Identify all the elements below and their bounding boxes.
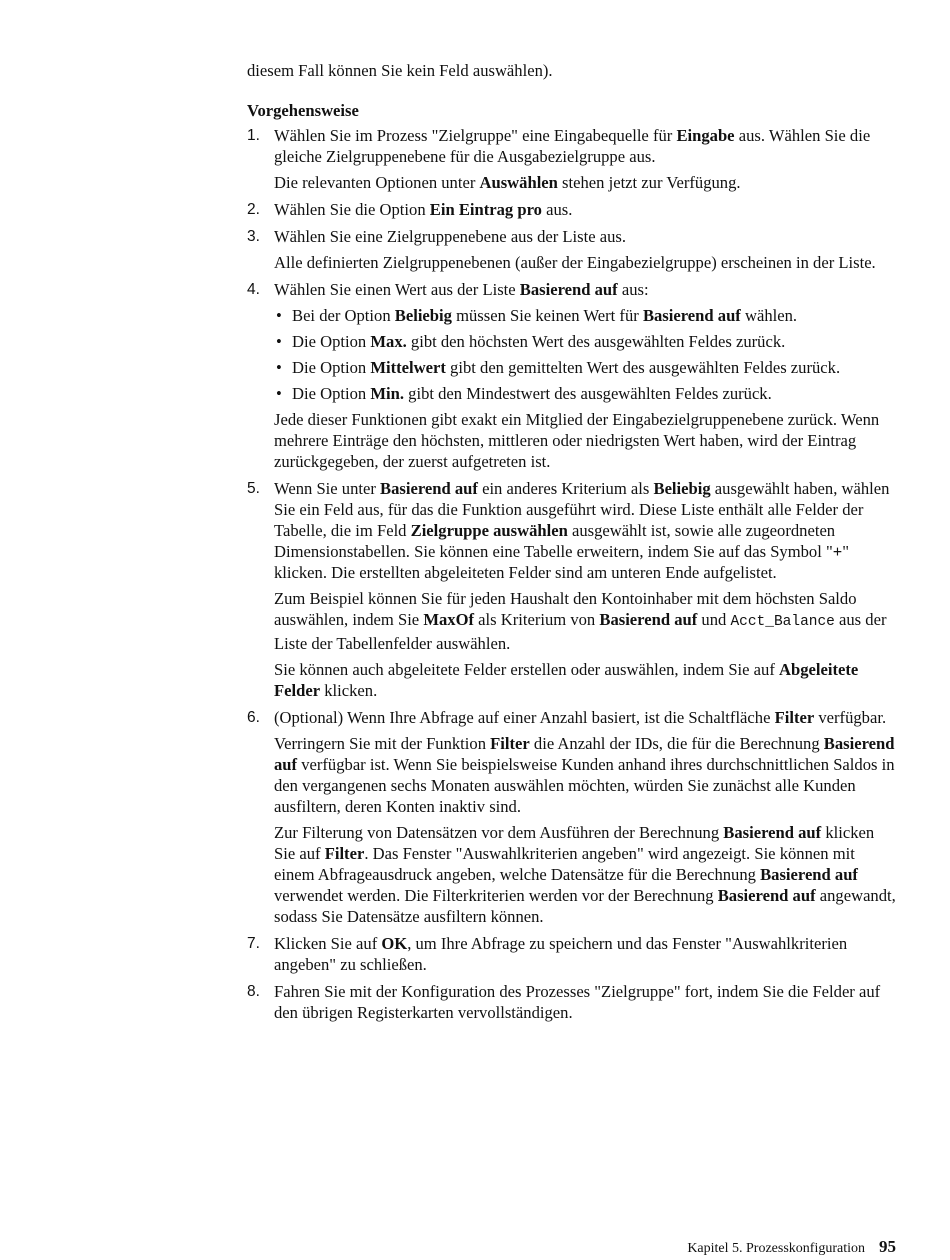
text-run: ausgewählt haben, wählen Sie ein Feld aus, für das die Funktion ausgeführt wird. Diese Liste enthält alle Felder der Tabelle, die im Feld <box>274 479 890 540</box>
step-number: 5. <box>247 480 260 497</box>
text-run: Zur Filterung von Datensätzen vor dem Ausführen der Berechnung <box>274 823 724 842</box>
step-number: 7. <box>247 935 260 952</box>
step-note <box>274 733 897 817</box>
text-run: gibt den Mindestwert des ausgewählten Feldes zurück. <box>404 384 772 403</box>
text-run: Wählen Sie eine Zielgruppenebene aus der Liste aus. <box>274 227 627 246</box>
bold-term: Basierend auf <box>642 306 741 325</box>
step-number: 6. <box>247 709 260 726</box>
bold-term: Auswählen <box>479 173 558 192</box>
text-run: Wenn Sie unter <box>274 479 381 498</box>
text-run: Fahren Sie mit der Konfiguration des Prozesses "Zielgruppe" fort, indem Sie die Felder auf den übrigen Registerkarten vervollständigen. <box>274 982 881 1022</box>
text-run: Die relevanten Optionen unter <box>274 173 480 192</box>
bold-term: Basierend auf <box>723 823 822 842</box>
text-run: als Kriterium von <box>474 610 600 629</box>
bold-term: Filter <box>324 844 365 863</box>
text-run: Wählen Sie einen Wert aus der Liste <box>274 280 520 299</box>
step-note <box>274 172 897 193</box>
text-run: (Optional) Wenn Ihre Abfrage auf einer Anzahl basiert, ist die Schaltfläche <box>274 708 775 727</box>
text-run: klicken Sie auf <box>274 823 875 863</box>
step-number: 8. <box>247 983 260 1000</box>
text-run: klicken. <box>320 681 378 700</box>
step-number: 2. <box>247 201 260 218</box>
text-run: " klicken. Die erstellten abgeleiteten Felder sind am unteren Ende aufgelistet. <box>274 542 850 582</box>
option-list <box>274 305 897 404</box>
step-text <box>274 478 897 583</box>
bold-term: Filter <box>490 734 530 753</box>
step-text <box>274 981 897 1023</box>
text-run: müssen Sie keinen Wert für <box>451 306 643 325</box>
text-run: angewandt, sodass Sie Datensätze ausfiltern können. <box>274 886 896 926</box>
list-item <box>274 331 897 352</box>
text-run: verfügbar. <box>814 708 887 727</box>
bold-term: Mittelwert <box>370 358 446 377</box>
bullet-icon: • <box>276 306 282 325</box>
text-run: die Anzahl der IDs, die für die Berechnung <box>529 734 824 753</box>
text-run: Jede dieser Funktionen gibt exakt ein Mitglied der Eingabezielgruppenebene zurück. Wenn mehrere Einträge den höchsten, mittleren oder niedrigsten Wert haben, wird der Eintrag zurückgegeben, der zuerst aufgetreten ist. <box>274 410 880 471</box>
text-run: . Das Fenster "Auswahlkriterien angeben" wird angezeigt. Sie können mit einem Abfrageausdruck angeben, welche Datensätze für die Berechnung <box>274 844 855 884</box>
procedure-step <box>247 933 897 975</box>
step-text <box>274 279 897 300</box>
text-run: Die Option <box>292 384 371 403</box>
intro-paragraph: diesem Fall können Sie kein Feld auswählen). <box>247 61 553 80</box>
bold-term: Basierend auf <box>760 865 858 884</box>
text-run: aus: <box>617 280 649 299</box>
bullet-icon: • <box>276 358 282 377</box>
page-number: 95 <box>879 1237 896 1256</box>
bullet-icon: • <box>276 384 282 403</box>
text-run: stehen jetzt zur Verfügung. <box>557 173 741 192</box>
step-note <box>274 588 897 654</box>
bold-term: Basierend auf <box>274 734 895 774</box>
text-run: Wählen Sie die Option <box>274 200 430 219</box>
text-run: verfügbar ist. Wenn Sie beispielsweise Kunden anhand ihres durchschnittlichen Saldos in den vergangenen sechs Monaten auswählen möchten, würden Sie zunächst alle Kunden ausfiltern, deren Konten inaktiv sind. <box>274 755 895 816</box>
step-number: 1. <box>247 127 260 144</box>
text-run: ausgewählt ist, sowie alle zugeordneten Dimensionstabellen. Sie können eine Tabelle erweitern, indem Sie auf das Symbol " <box>274 521 836 561</box>
bold-term: Eingabe <box>676 126 735 145</box>
procedure-step <box>247 125 897 193</box>
bullet-icon: • <box>276 332 282 351</box>
step-number: 4. <box>247 281 260 298</box>
text-run: verwendet werden. Die Filterkriterien werden vor der Berechnung <box>274 886 718 905</box>
bold-term: Zielgruppe auswählen <box>410 521 568 540</box>
footer-chapter: Kapitel 5. Prozesskonfiguration <box>687 1241 865 1256</box>
text-run: Klicken Sie auf <box>274 934 382 953</box>
main-content <box>247 60 897 1029</box>
step-text <box>274 226 897 247</box>
bold-term: Beliebig <box>653 479 711 498</box>
text-run: und <box>697 610 731 629</box>
text-run: , um Ihre Abfrage zu speichern und das Fenster "Auswahlkriterien angeben" zu schließen. <box>274 934 848 974</box>
text-run: Die Option <box>292 332 371 351</box>
bold-term: Min. <box>370 384 405 403</box>
step-note <box>274 659 897 701</box>
text-run: Die Option <box>292 358 371 377</box>
text-run: wählen. <box>740 306 798 325</box>
text-run: Bei der Option <box>292 306 395 325</box>
step-text <box>274 125 897 167</box>
step-text <box>274 707 897 728</box>
text-run: aus der Liste der Tabellenfelder auswählen. <box>274 610 887 653</box>
bold-term: MaxOf <box>423 610 475 629</box>
step-note <box>274 822 897 927</box>
text-run: Sie können auch abgeleitete Felder erstellen oder auswählen, indem Sie auf <box>274 660 780 679</box>
step-text <box>274 199 897 220</box>
text-run: gibt den höchsten Wert des ausgewählten Feldes zurück. <box>406 332 786 351</box>
step-note <box>274 252 897 273</box>
text-run: Alle definierten Zielgruppenebenen (außer der Eingabezielgruppe) erscheinen in der Liste. <box>274 253 876 272</box>
text-run: gibt den gemittelten Wert des ausgewählten Feldes zurück. <box>445 358 841 377</box>
procedure-step <box>247 199 897 220</box>
text-run: Wählen Sie im Prozess "Zielgruppe" eine Eingabequelle für <box>274 126 677 145</box>
procedure-step <box>247 707 897 927</box>
section-heading: Vorgehensweise <box>247 101 359 120</box>
code-term: Acct_Balance <box>730 614 835 630</box>
list-item <box>274 357 897 378</box>
step-number: 3. <box>247 228 260 245</box>
procedure-step <box>247 478 897 701</box>
bold-term: Basierend auf <box>519 280 618 299</box>
bold-term: + <box>832 542 843 561</box>
bold-term: Basierend auf <box>599 610 698 629</box>
bold-term: Basierend auf <box>380 479 478 498</box>
procedure-steps <box>247 125 897 1023</box>
bold-term: Ein Eintrag pro <box>429 200 542 219</box>
procedure-step <box>247 279 897 472</box>
bold-term: OK <box>381 934 408 953</box>
bold-term: Filter <box>774 708 815 727</box>
text-run: ein anderes Kriterium als <box>477 479 654 498</box>
procedure-step <box>247 226 897 273</box>
procedure-step <box>247 981 897 1023</box>
bold-term: Basierend auf <box>717 886 816 905</box>
bold-term: Beliebig <box>394 306 452 325</box>
bold-term: Abgeleitete Felder <box>274 660 859 700</box>
list-item <box>274 383 897 404</box>
text-run: Verringern Sie mit der Funktion <box>274 734 491 753</box>
step-note <box>274 409 897 472</box>
list-item <box>274 305 897 326</box>
text-run: Zum Beispiel können Sie für jeden Haushalt den Kontoinhaber mit dem höchsten Saldo auswählen, indem Sie <box>274 589 857 629</box>
page-footer <box>687 1237 896 1257</box>
text-run: aus. <box>541 200 573 219</box>
bold-term: Max. <box>370 332 407 351</box>
text-run: aus. Wählen Sie die gleiche Zielgruppenebene für die Ausgabezielgruppe aus. <box>274 126 871 166</box>
step-text <box>274 933 897 975</box>
